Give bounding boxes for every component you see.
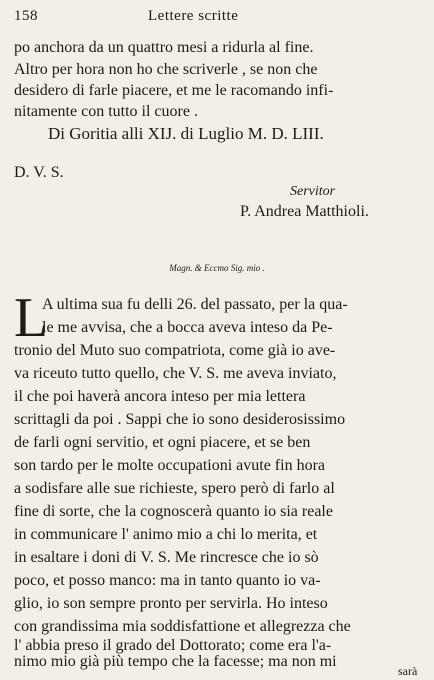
drop-cap: L [14,287,49,349]
running-title: Lettere scritte [148,8,239,24]
page-number: 158 [14,8,38,24]
body-line: in communicare l' animo mio a chi lo merita, et [14,526,318,543]
body-line: desidero di farle piacere, et me le racomando infi- [14,82,334,99]
body-line: scrittagli da poi . Sappi che io sono desiderosissimo [14,411,346,428]
body-line: le me avvisa, che a bocca aveva inteso da Pe- [42,319,333,336]
signature: P. Andrea Matthioli. [240,203,369,220]
body-line: nimo mio già più tempo che la facesse; ma non mi [14,653,337,670]
body-line: Altro per hora non ho che scriverle , se non che [14,61,318,78]
salutation: D. V. S. [14,164,64,181]
closing: Servitor [290,184,336,199]
dateline: Di Goritia alli XIJ. di Luglio M. D. LIII. [48,124,324,143]
body-line: poco, et posso manco: ma in tanto quanto io va- [14,572,321,589]
body-line: A ultima sua fu delli 26. del passato, per la qua- [42,296,348,313]
body-line: l' abbia preso il grado del Dottorato; come era l'a- [14,637,332,654]
body-line: de farli ogni servitio, et ogni piacere, et se ben [14,434,311,451]
body-line: con grandissima mia soddisfattione et allegrezza che [14,618,351,635]
body-line: fine di sorte, che la cognoscerà quanto io sia reale [14,503,333,520]
body-line: po anchora da un quattro mesi a ridurla al fine. [14,39,314,56]
body-line: nitamente con tutto il cuore . [14,103,198,120]
body-line: tronio del Muto suo compatriota, come già io ave- [14,342,336,359]
body-line: va riceuto tutto quello, che V. S. me aveva inviato, [14,365,337,382]
body-line: son tardo per le molte occupationi avute fin hora [14,457,326,474]
letter-heading: Magn. & Eccmo Sig. mio . [169,263,265,273]
body-line: glio, io son sempre pronto per servirla. Ho inteso [14,595,328,612]
catchword: sarà [398,664,418,678]
body-line: in esaltare i doni di V. S. Me rincresce che io sò [14,549,319,566]
body-line: il che poi haverà ancora inteso per mia lettera [14,388,306,405]
body-line: a sodisfare alle sue richieste, spero però di farlo al [14,480,335,497]
